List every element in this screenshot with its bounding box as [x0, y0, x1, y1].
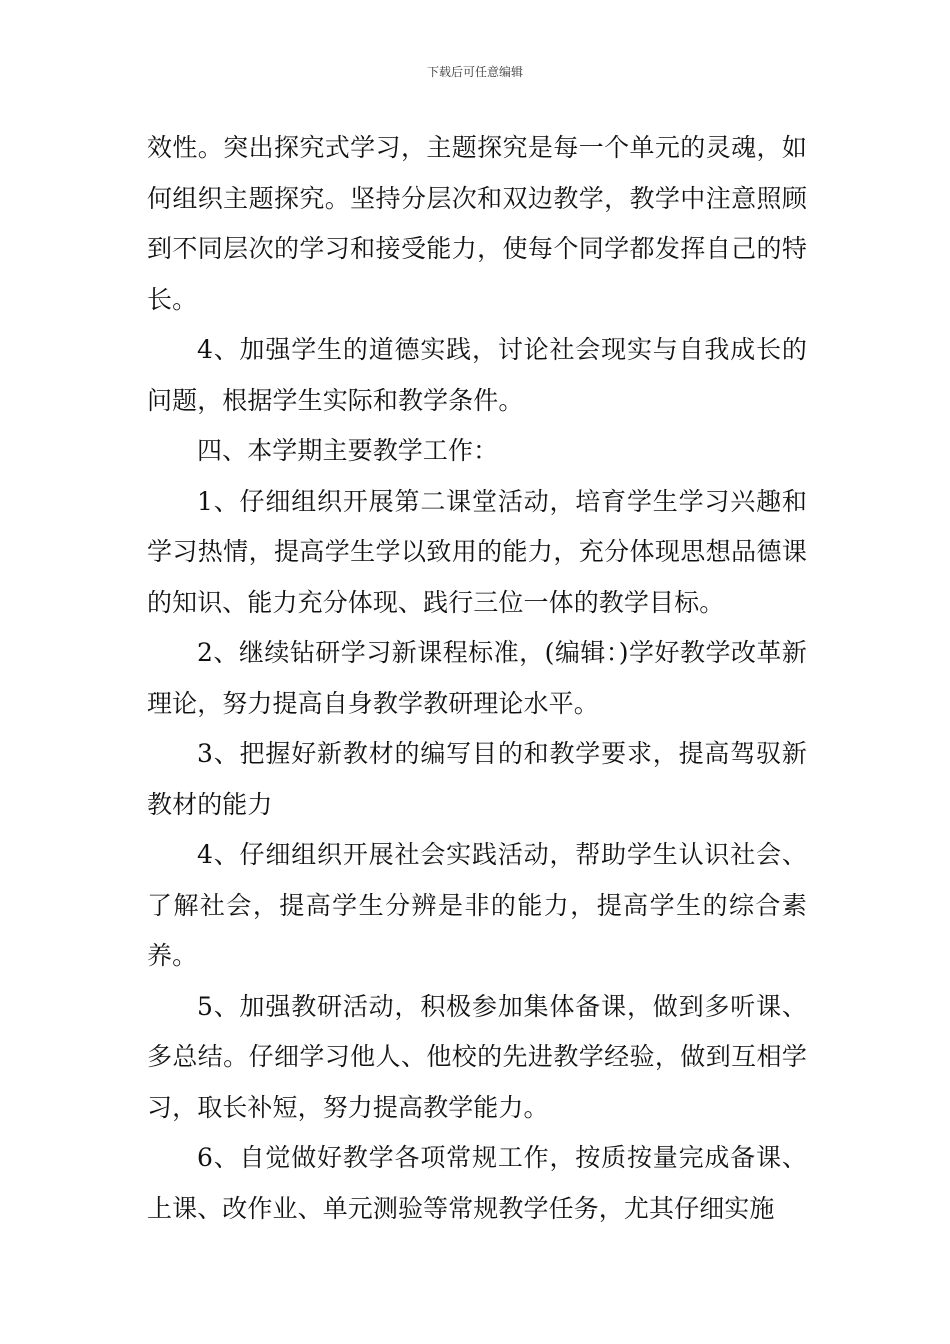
page-header: 下载后可任意编辑 [426, 65, 523, 79]
paragraph-item-1: 1、仔细组织开展第二课堂活动，培育学生学习兴趣和学习热情，提高学生学以致用的能力，充分体现思想品德课的知识、能力充分体现、践行三位一体的教学目标。 [147, 486, 807, 617]
paragraph-item-4: 4、仔细组织开展社会实践活动，帮助学生认识社会、了解社会，提高学生分辨是非的能力，提高学生的综合素养。 [147, 840, 807, 970]
paragraph-item-5: 5、加强教研活动，积极参加集体备课，做到多听课、多总结。仔细学习他人、他校的先进教学经验，做到互相学习，取长补短，努力提高教学能力。 [147, 991, 807, 1122]
paragraph-item-6: 6、自觉做好教学各项常规工作，按质按量完成备课、上课、改作业、单元测验等常规教学任务，尤其仔细实施 [147, 1143, 807, 1223]
paragraph-item-4-moral-practice: 4、加强学生的道德实践，讨论社会现实与自我成长的问题，根据学生实际和教学条件。 [147, 335, 807, 415]
document-body [147, 123, 807, 1234]
paragraph-item-3: 3、把握好新教材的编写目的和教学要求，提高驾驭新教材的能力 [147, 739, 807, 819]
paragraph-item-2: 2、继续钻研学习新课程标准，(编辑：)学好教学改革新理论，努力提高自身教学教研理论水平。 [147, 638, 807, 718]
section-heading-main-work: 四、本学期主要教学工作： [197, 436, 499, 465]
paragraph-continuation: 效性。突出探究式学习，主题探究是每一个单元的灵魂，如何组织主题探究。坚持分层次和双边教学，教学中注意照顾到不同层次的学习和接受能力，使每个同学都发挥自己的特长。 [147, 133, 807, 314]
